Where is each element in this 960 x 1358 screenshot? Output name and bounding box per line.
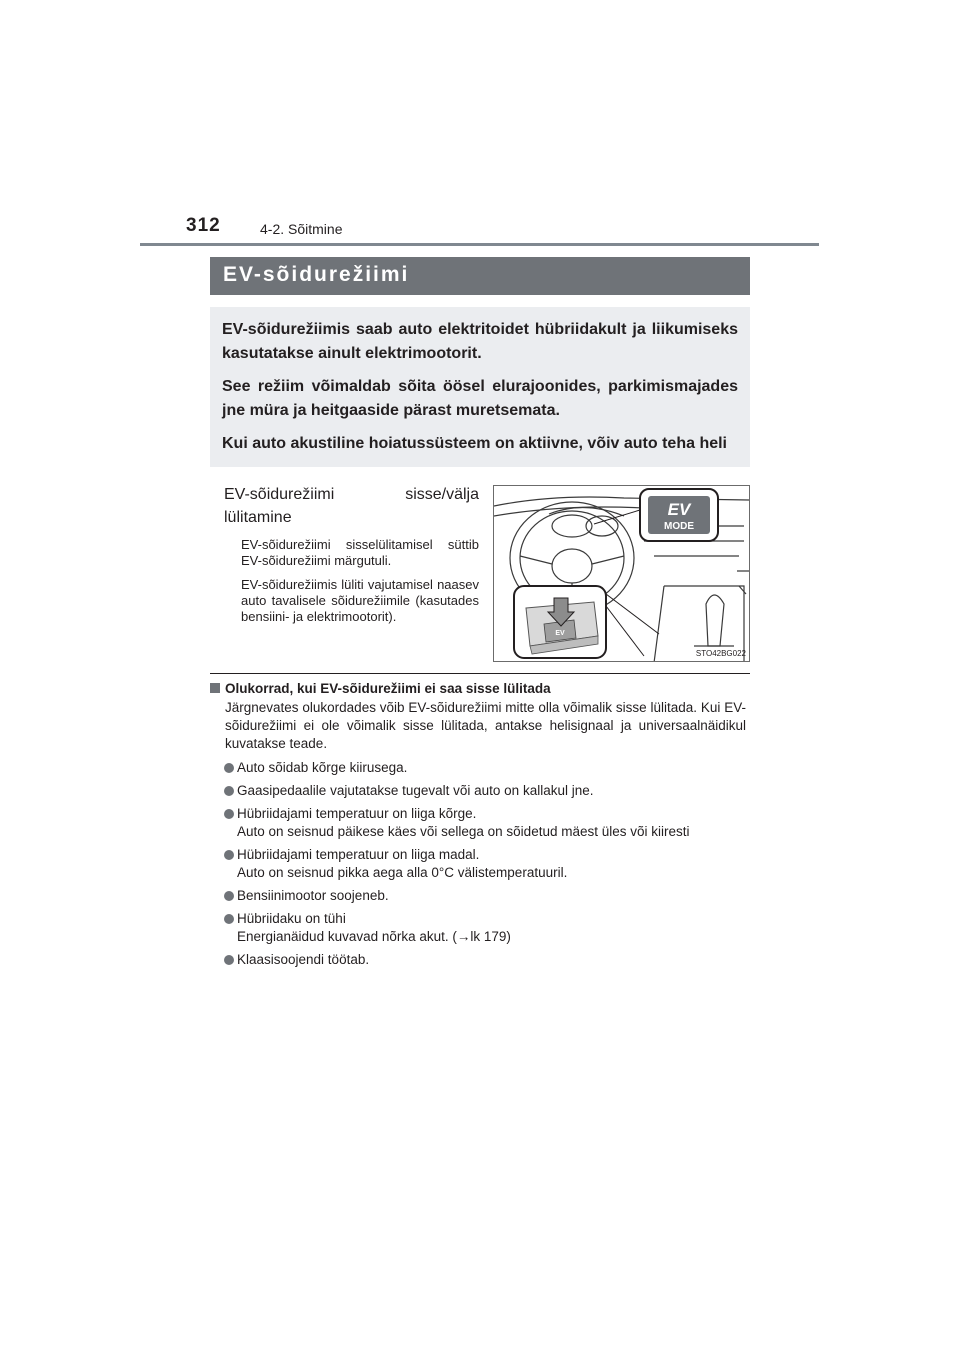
list-item-text: Hübriidaku on tühi — [237, 911, 346, 926]
list-item — [210, 887, 746, 905]
square-bullet-icon — [210, 683, 220, 693]
conditions-section — [210, 680, 746, 974]
ev-button-label: EV — [667, 500, 691, 519]
list-item-detail: Auto on seisnud päikese käes või sellega on sõidetud mäest üles või kiiresti — [237, 824, 690, 839]
list-item — [210, 805, 746, 841]
list-item — [210, 759, 746, 777]
ev-mode-figure — [493, 485, 750, 662]
list-item-text: Klaasisoojendi töötab. — [237, 952, 370, 967]
figure-code: STO42BG022 — [695, 649, 746, 658]
list-item-text: Auto sõidab kõrge kiirusega. — [237, 760, 408, 775]
toggle-title: EV-sõidurežiimi sisse/välja lülitamine — [224, 486, 479, 526]
inset-ev-label: EV — [555, 630, 565, 637]
list-item — [210, 846, 746, 882]
switch-inset — [514, 586, 606, 658]
list-item-text: Gaasipedaalile vajutatakse tugevalt või auto on kallakul jne. — [237, 783, 594, 798]
section-title: EV-sõidurežiimi — [210, 257, 750, 295]
list-item — [210, 910, 746, 946]
intro-paragraph: See režiim võimaldab sõita öösel elurajoonides, parkimismajades jne müra ja heitgaaside pärast muretsemata. — [222, 378, 738, 419]
list-item-text: Bensiinimootor soojeneb. — [237, 888, 389, 903]
dashboard-illustration — [494, 486, 750, 662]
toggle-note: EV-sõidurežiimis lüliti vajutamisel naasev auto tavalisele sõidurežiimile (kasutades bensiini- ja elektrimootorit). — [241, 577, 479, 624]
list-item-detail: Energianäidud kuvavad nõrka akut. (→lk 179) — [237, 929, 511, 944]
round-bullet-icon — [224, 809, 234, 819]
round-bullet-icon — [224, 891, 234, 901]
toggle-note: EV-sõidurežiimi sisselülitamisel süttib EV-sõidurežiimi märgutuli. — [241, 537, 479, 568]
toggle-section — [224, 483, 479, 633]
conditions-heading-text: Olukorrad, kui EV-sõidurežiimi ei saa sisse lülitada — [225, 681, 551, 696]
ev-mode-button-callout — [640, 489, 718, 541]
round-bullet-icon — [224, 955, 234, 965]
intro-box — [210, 307, 750, 467]
section-rule — [210, 673, 750, 674]
list-item-detail: Auto on seisnud pikka aega alla 0°C välistemperatuuril. — [237, 865, 568, 880]
intro-paragraph: EV-sõidurežiimis saab auto elektritoidet hübriidakult ja liikumiseks kasutatakse ainult elektrimootorit. — [222, 321, 738, 362]
list-item-text: Hübriidajami temperatuur on liiga kõrge. — [237, 806, 477, 821]
round-bullet-icon — [224, 914, 234, 924]
list-item-text: Hübriidajami temperatuur on liiga madal. — [237, 847, 480, 862]
conditions-intro: Järgnevates olukordades võib EV-sõidurežiimi mitte olla võimalik sisse lülitada. Kui EV-sõidurežiimi ei ole võimalik sisse lülitada, antakse helisignaal ja universaalnäidikul kuvatakse teade. — [225, 700, 746, 751]
round-bullet-icon — [224, 763, 234, 773]
section-label: 4-2. Sõitmine — [260, 221, 343, 237]
mode-button-label: MODE — [664, 521, 694, 532]
list-item — [210, 951, 746, 969]
round-bullet-icon — [224, 850, 234, 860]
intro-paragraph: Kui auto akustiline hoiatussüsteem on aktiivne, võiv auto teha heli — [222, 435, 727, 452]
round-bullet-icon — [224, 786, 234, 796]
conditions-heading — [210, 680, 746, 698]
list-item — [210, 782, 746, 800]
page-number: 312 — [186, 215, 221, 236]
header-rule — [140, 243, 819, 246]
